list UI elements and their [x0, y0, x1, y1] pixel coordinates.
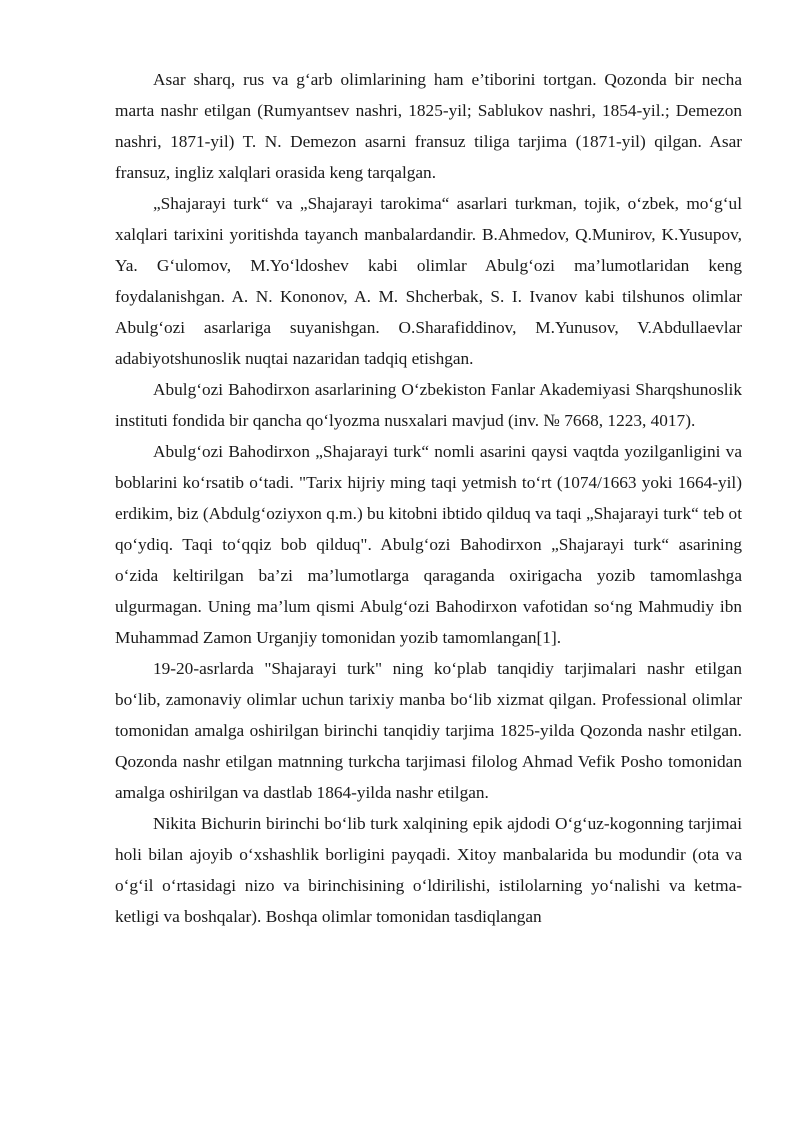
paragraph-6: Nikita Bichurin birinchi bo‘lib turk xalqining epik ajdodi O‘g‘uz-kogonning tarjimai holi bilan ajoyib o‘xshashlik borligini payqadi. Xitoy manbalarida bu modundir (ota va o‘g‘il o‘rtasidagi nizo va birinchisining o‘ldirilishi, istilolarning yo‘nalishi va ketma-ketligi va boshqalar). Boshqa olimlar tomonidan tasdiqlangan	[115, 814, 742, 926]
paragraph-4: Abulg‘ozi Bahodirxon „Shajarayi turk“ nomli asarini qaysi vaqtda yozilganligini va boblarini ko‘rsatib o‘tadi. "Tarix hijriy ming taqi yetmish to‘rt (1074/1663 yoki 1664-yil) erdikim, biz (Abdulg‘oziyxon q.m.) bu kitobni ibtido qilduq va taqi „Shajarayi turk“ teb ot qo‘ydiq. Taqi to‘qqiz bob qilduq". Abulg‘ozi Bahodirxon „Shajarayi turk“ asarining o‘zida keltirilgan ba’zi ma’lumotlarga qaraganda oxirigacha yozib tamomlashga ulgurmagan. Uning ma’lum qismi Abulg‘ozi Bahodirxon vafotidan so‘ng Mahmudiy ibn Muhammad Zamon Urganjiy tomonidan yozib tamomlangan[1].	[115, 442, 742, 647]
document-page	[115, 64, 742, 932]
paragraph-3: Abulg‘ozi Bahodirxon asarlarining O‘zbekiston Fanlar Akademiyasi Sharqshunoslik instituti fondida bir qancha qo‘lyozma nusxalari mavjud (inv. № 7668, 1223, 4017).	[115, 380, 742, 430]
paragraph-5: 19-20-asrlarda "Shajarayi turk" ning ko‘plab tanqidiy tarjimalari nashr etilgan bo‘lib, zamonaviy olimlar uchun tarixiy manba bo‘lib xizmat qilgan. Professional olimlar tomonidan amalga oshirilgan birinchi tanqidiy tarjima 1825-yilda Qozonda nashr etilgan. Qozonda nashr etilgan matnning turkcha tarjimasi filolog Ahmad Vefik Posho tomonidan amalga oshirilgan va dastlab 1864-yilda nashr etilgan.	[115, 659, 742, 802]
paragraph-1: Asar sharq, rus va g‘arb olimlarining ham e’tiborini tortgan. Qozonda bir necha marta nashr etilgan (Rumyantsev nashri, 1825-yil; Sablukov nashri, 1854-yil.; Demezon nashri, 1871-yil) T. N. Demezon asarni fransuz tiliga tarjima (1871-yil) qilgan. Asar fransuz, ingliz xalqlari orasida keng tarqalgan.	[115, 70, 742, 182]
paragraph-2: „Shajarayi turk“ va „Shajarayi tarokima“ asarlari turkman, tojik, o‘zbek, mo‘g‘ul xalqlari tarixini yoritishda tayanch manbalardandir. B.Ahmedov, Q.Munirov, K.Yusupov, Ya. G‘ulomov, M.Yo‘ldoshev kabi olimlar Abulg‘ozi ma’lumotlaridan keng foydalanishgan. A. N. Kononov, A. M. Shcherbak, S. I. Ivanov kabi tilshunos olimlar Abulg‘ozi asarlariga suyanishgan. O.Sharafiddinov, M.Yunusov, V.Abdullaevlar adabiyotshunoslik nuqtai nazaridan tadqiq etishgan.	[115, 194, 742, 368]
